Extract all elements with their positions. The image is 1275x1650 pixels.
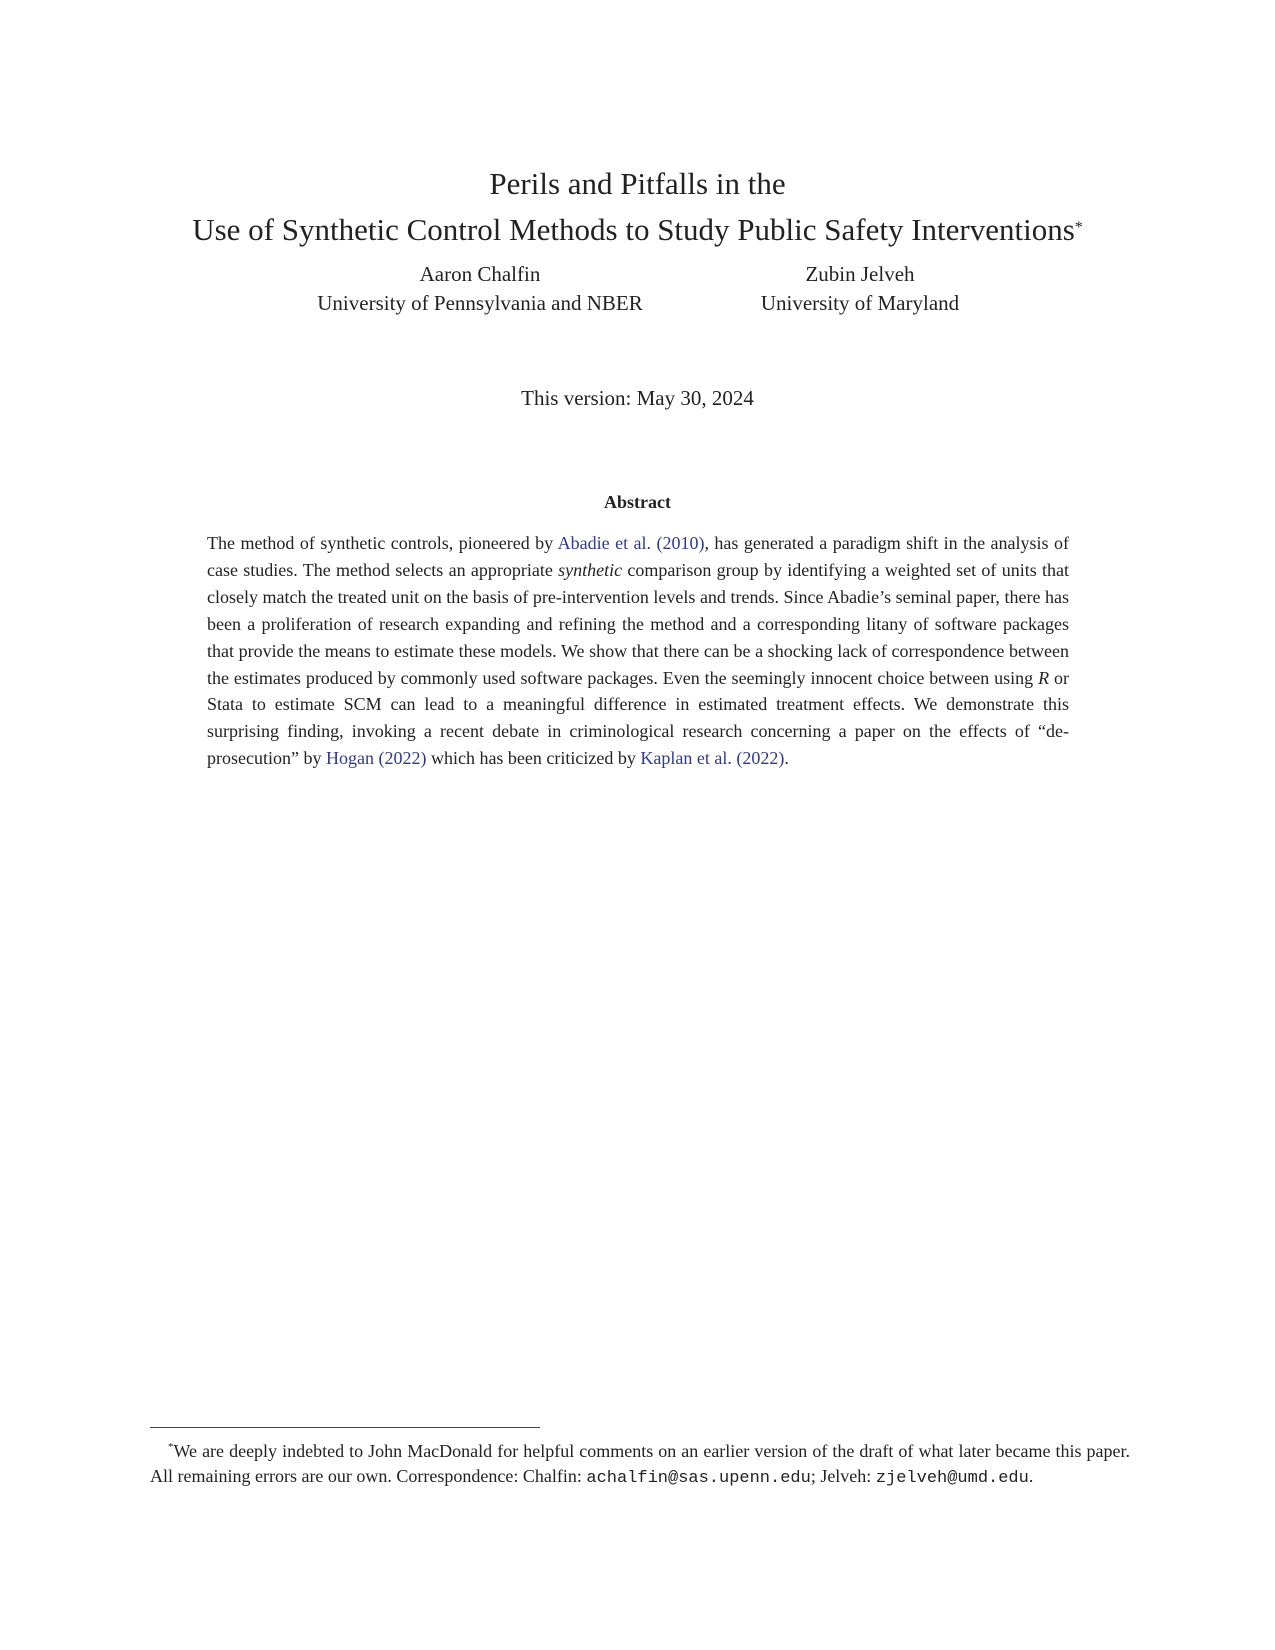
abstract-text: , has generated a paradigm shift in the analysis of case studies. The method selects an appropriate — [207, 533, 1069, 580]
footnote-mark: * — [168, 1441, 174, 1453]
email-chalfin[interactable]: achalfin@sas.upenn.edu — [586, 1469, 811, 1488]
abstract-text: or Stata to estimate SCM can lead to a meaningful difference in estimated treatment effects. We demonstrate this surprising finding, invoking a recent debate in criminological research concerning a paper on the effects of “de-prosecution” by — [207, 667, 1069, 769]
author-name: Aaron Chalfin — [419, 262, 541, 286]
title-line-1: Perils and Pitfalls in the — [489, 165, 786, 201]
title-line-2: Use of Synthetic Control Methods to Study Public Safety Interventions* — [192, 211, 1083, 247]
author-affiliation: University of Pennsylvania and NBER — [317, 291, 643, 315]
abstract-text: which has been criticized by — [426, 748, 641, 769]
abstract-text: The method of synthetic controls, pioneered by — [207, 533, 558, 553]
version-date: This version: May 30, 2024 — [521, 386, 754, 410]
citation-link-abadie[interactable]: Abadie et al. (2010) — [557, 533, 705, 553]
author-affiliation: University of Maryland — [760, 291, 960, 315]
abstract-emphasis: R — [1038, 667, 1050, 688]
abstract-heading: Abstract — [604, 492, 671, 512]
footnote — [150, 1435, 1130, 1491]
citation-link-hogan[interactable]: Hogan (2022) — [325, 748, 427, 769]
abstract-body — [207, 530, 1069, 772]
author-name: Zubin Jelveh — [805, 262, 915, 286]
title-footnote-mark[interactable]: * — [1074, 218, 1083, 236]
email-jelveh[interactable]: zjelveh@umd.edu — [875, 1469, 1029, 1488]
footnote-text: ; Jelveh: — [810, 1466, 876, 1486]
author-block-1 — [290, 260, 670, 318]
paper-title — [0, 161, 1275, 253]
footnote-text: . — [1028, 1466, 1034, 1486]
abstract-emphasis: synthetic — [558, 559, 623, 580]
abstract-text: . — [784, 748, 789, 769]
author-block-2 — [735, 260, 985, 318]
footnote-divider — [150, 1427, 540, 1428]
citation-link-kaplan[interactable]: Kaplan et al. (2022) — [640, 748, 785, 769]
footnote-text: We are deeply indebted to John MacDonald for helpful comments on an earlier version of the draft of what later became this paper. All remaining errors are our own. Correspondence: Chalfin: — [150, 1441, 1130, 1486]
abstract-text: comparison group by identifying a weighted set of units that closely match the treated unit on the basis of pre-intervention levels and trends. Since Abadie’s seminal paper, there has been a proliferation of research expanding and refining the method and a corresponding litany of software packages that provide the means to estimate these models. We show that there can be a shocking lack of correspondence between the estimates produced by commonly used software packages. Even the seemingly innocent choice between using — [207, 559, 1069, 688]
